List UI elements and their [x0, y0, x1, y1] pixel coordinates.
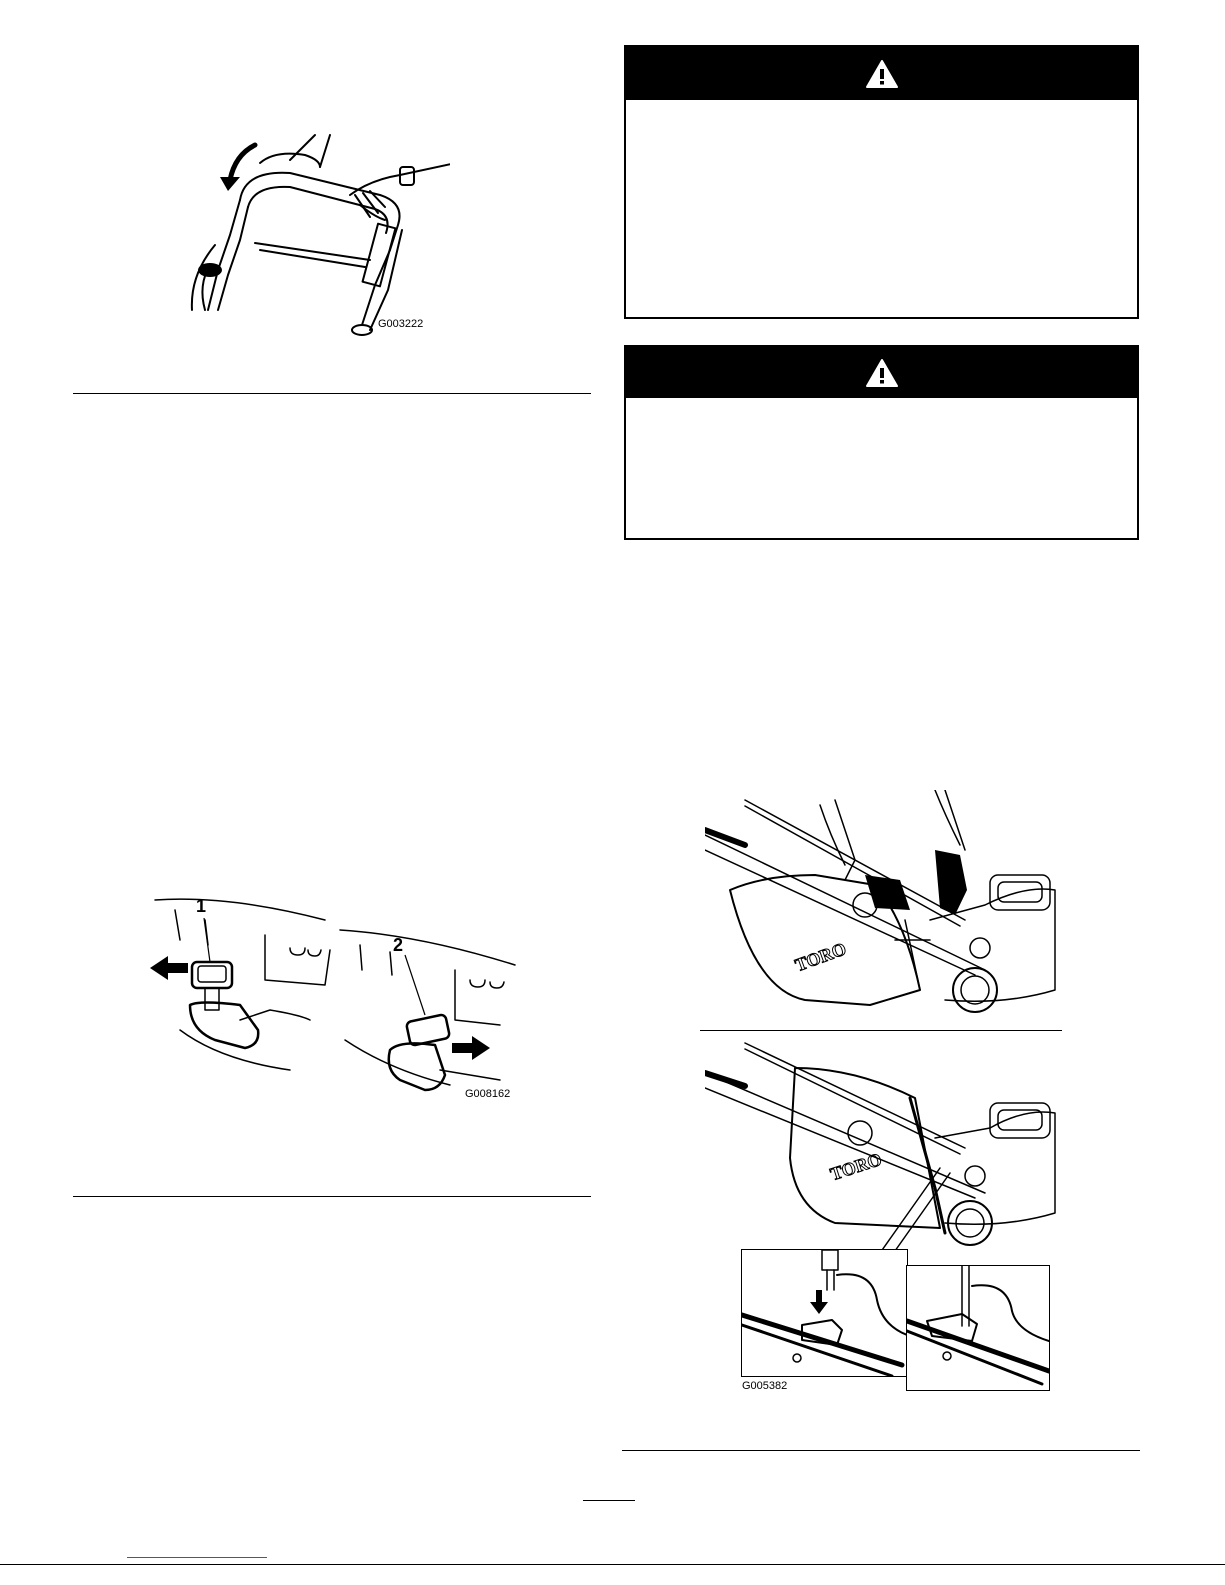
figure-height-adjust: [140, 890, 530, 1100]
svg-text:TORO: TORO: [827, 1148, 885, 1185]
section-divider: [622, 1450, 1140, 1451]
brand-mark: TORO: [792, 938, 849, 976]
grass-bag-install-illustration: [705, 790, 1060, 1030]
page-number-underline: [583, 1500, 635, 1501]
warning-box-1: [624, 45, 1139, 319]
height-adjust-illustration: [140, 890, 530, 1100]
figure-id-label: G003222: [378, 318, 424, 330]
warning-header-bar: [626, 47, 1137, 100]
figure-divider: [700, 1030, 1062, 1031]
figure-handle-fold: [170, 125, 450, 340]
warning-header-bar: [626, 347, 1137, 398]
inset-detail-right: [906, 1265, 1050, 1391]
figure-id-label: G005382: [742, 1380, 788, 1392]
figure-grass-bag-top: [705, 790, 1060, 1030]
warning-box-2: [624, 345, 1139, 540]
page-bottom-border: [0, 1564, 1225, 1565]
callout-number-1: 1: [196, 896, 207, 916]
figure-id-label: G008162: [465, 1088, 511, 1100]
inset-detail-left: [741, 1249, 908, 1377]
warning-triangle-icon: [865, 358, 899, 388]
figure-grass-bag-bottom: [705, 1038, 1060, 1263]
footer-link-underline[interactable]: [127, 1557, 267, 1558]
handle-fold-illustration: [170, 125, 450, 340]
section-divider: [73, 393, 591, 394]
grass-bag-mounted-illustration: [705, 1038, 1060, 1263]
callout-number-2: 2: [393, 935, 404, 955]
warning-triangle-icon: [865, 59, 899, 89]
section-divider: [73, 1196, 591, 1197]
